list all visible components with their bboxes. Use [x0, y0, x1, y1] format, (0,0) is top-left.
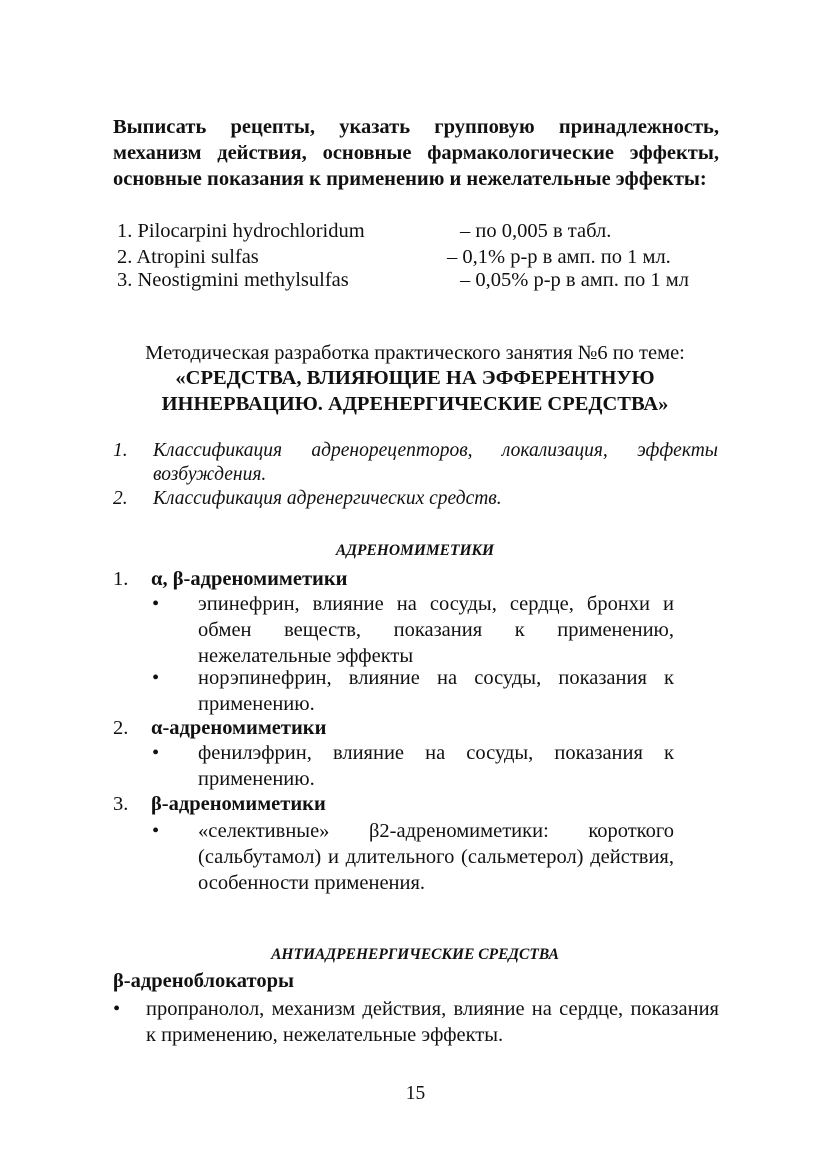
prescription-instructions: Выписать рецепты, указать групповую принадлежность, механизм действия, основные фармакологические эффекты, основные показания к применению и нежелательные эффекты:	[113, 116, 719, 190]
bullet-text: «селективные» β2-адреномиметики: короткого (сальбутамол) и длительного (сальметерол) действия, особенности применения.	[198, 820, 674, 894]
group-name: α, β-адреномиметики	[151, 568, 348, 590]
bullet-item	[152, 665, 719, 717]
group-name: α-адреномиметики	[151, 717, 327, 739]
lesson-title-line-2: ИННЕРВАЦИЮ. АДРЕНЕРГИЧЕСКИЕ СРЕДСТВА»	[161, 393, 669, 415]
group-header	[113, 566, 719, 592]
bullet-item	[152, 591, 719, 669]
bullet-item	[152, 818, 719, 896]
bullet-icon: •	[152, 593, 160, 615]
bullet-text: фенилэфрин, влияние на сосуды, показания к применению.	[198, 742, 674, 790]
prescription-name-1: 1. Pilocarpini hydrochloridum	[117, 220, 365, 242]
bullet-item	[113, 996, 719, 1048]
bullet-icon: •	[152, 667, 160, 689]
question-item	[113, 487, 719, 511]
question-text: Классификация адренорецепторов, локализация, эффекты возбуждения.	[153, 440, 718, 485]
question-item	[113, 439, 719, 487]
beta-blockers-title: β-адреноблокаторы	[113, 970, 294, 992]
group-number: 3.	[113, 793, 129, 815]
prescription-dose-2: – 0,1% р-р в амп. по 1 мл.	[447, 246, 671, 268]
lesson-subtitle: Методическая разработка практического занятия №6 по теме:	[145, 342, 685, 364]
group-header	[113, 715, 719, 741]
lesson-title	[100, 365, 730, 417]
group-name: β-адреномиметики	[151, 793, 326, 815]
prescription-dose-1: – по 0,005 в табл.	[460, 220, 612, 242]
group-number: 1.	[113, 568, 129, 590]
question-number: 2.	[113, 488, 128, 509]
bullet-icon: •	[152, 742, 160, 764]
bullet-text: эпинефрин, влияние на сосуды, сердце, бронхи и обмен веществ, показания к применению, нежелательные эффекты	[198, 593, 674, 667]
bullet-text: норэпинефрин, влияние на сосуды, показания к применению.	[198, 667, 674, 715]
group-number: 2.	[113, 717, 129, 739]
lesson-title-line-1: «СРЕДСТВА, ВЛИЯЮЩИЕ НА ЭФФЕРЕНТНУЮ	[175, 367, 655, 389]
bullet-text: пропранолол, механизм действия, влияние на сердце, показания к применению, нежелательные эффекты.	[146, 998, 719, 1046]
bullet-item	[152, 740, 719, 792]
prescription-dose-3: – 0,05% р-р в амп. по 1 мл	[460, 269, 689, 291]
page-number: 15	[405, 1083, 426, 1104]
prescription-name-2: 2. Atropini sulfas	[117, 246, 259, 268]
question-text: Классификация адренергических средств.	[153, 488, 502, 509]
bullet-icon: •	[152, 820, 160, 842]
bullet-icon: •	[113, 998, 121, 1020]
prescription-name-3: 3. Neostigmini methylsulfas	[117, 269, 349, 291]
antiadrenergic-heading: АНТИАДРЕНЕРГИЧЕСКИЕ СРЕДСТВА	[271, 946, 559, 963]
group-header	[113, 791, 719, 817]
adrenomimetics-heading: АДРЕНОМИМЕТИКИ	[335, 542, 495, 559]
question-number: 1.	[113, 440, 128, 461]
